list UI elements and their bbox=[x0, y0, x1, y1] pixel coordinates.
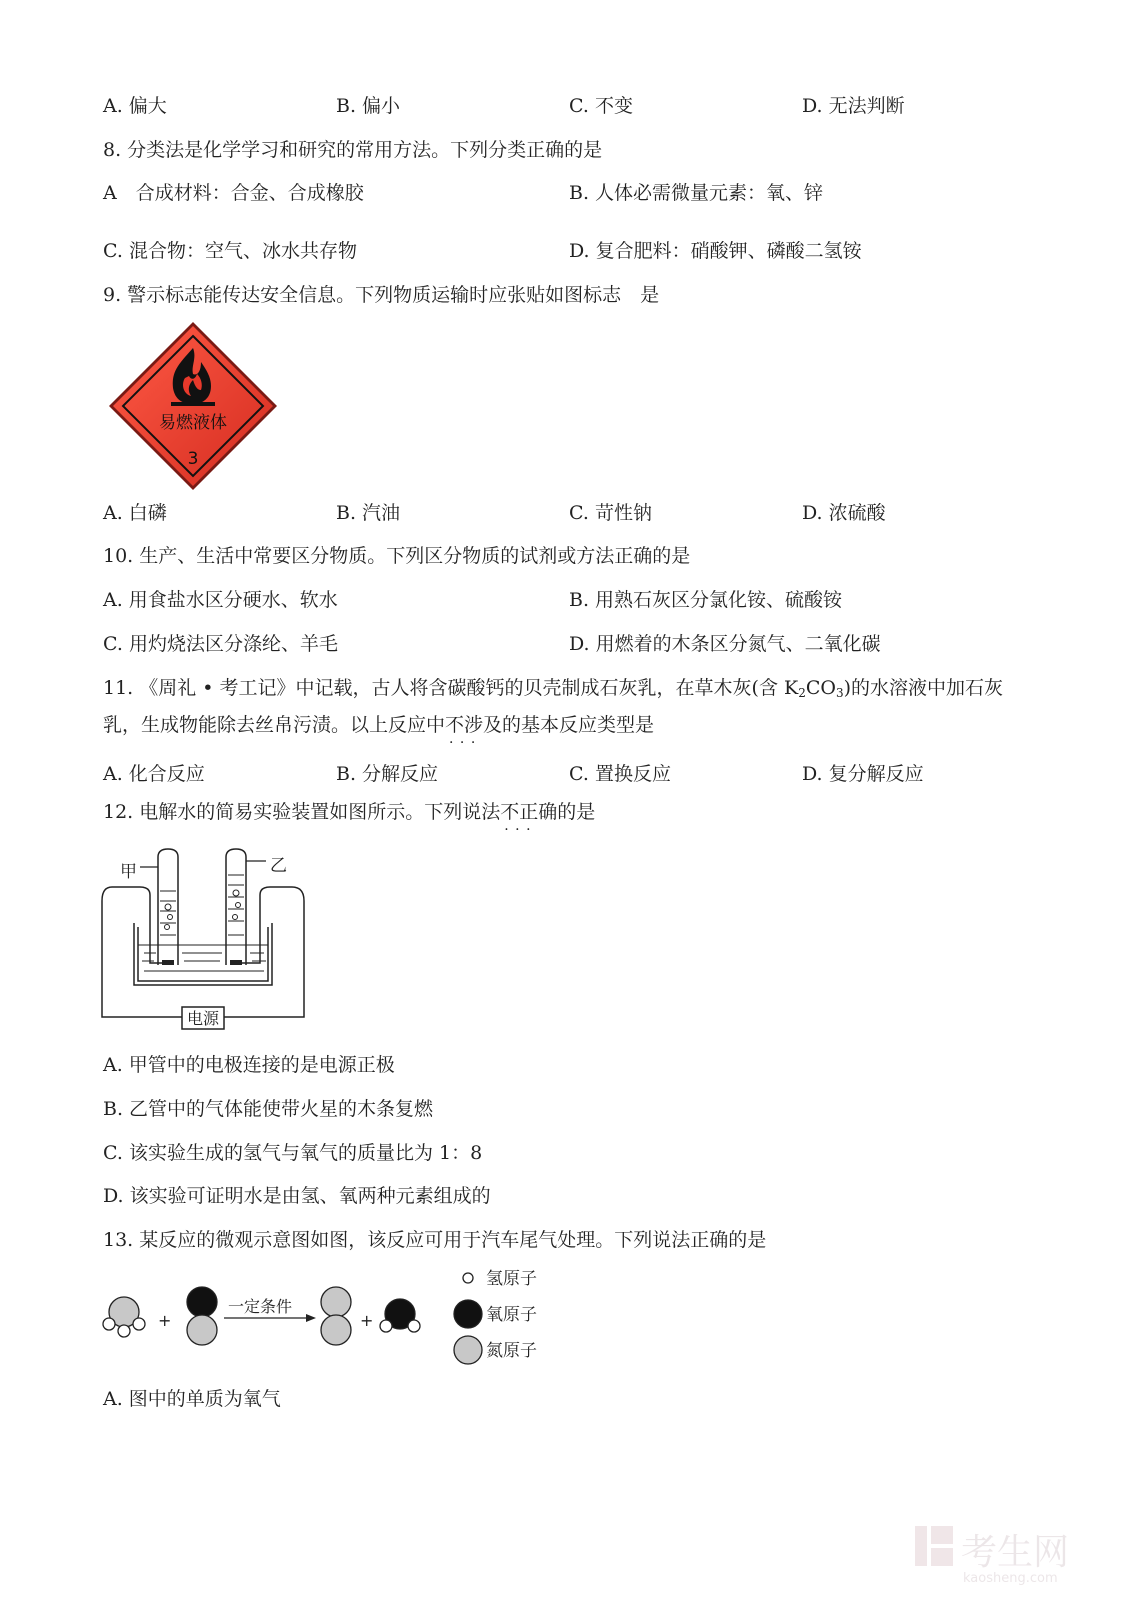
q8-stem: 8. 分类法是化学学习和研究的常用方法。下列分类正确的是 bbox=[103, 139, 603, 161]
q7-option-a: A. 偏大 bbox=[103, 95, 167, 117]
q8-option-a: A 合成材料：合金、合成橡胶 bbox=[103, 182, 364, 204]
q12-option-c: C. 该实验生成的氢气与氧气的质量比为 1：8 bbox=[103, 1142, 483, 1164]
q11-sub-2: 3 bbox=[835, 686, 844, 700]
q11-text-d: 乳，生成物能除去丝帛污渍。以上反应中 bbox=[103, 714, 446, 736]
q11-option-b: B. 分解反应 bbox=[336, 763, 439, 785]
q13-option-a: A. 图中的单质为氧气 bbox=[103, 1388, 281, 1410]
q12-text-a: 12. 电解水的简易实验装置如图所示。下列说法 bbox=[103, 801, 501, 823]
electrolysis-apparatus bbox=[100, 845, 310, 1039]
q11-stem-line1 bbox=[103, 675, 1003, 706]
tube-label-jia: 甲 bbox=[120, 862, 137, 882]
reaction-condition: 一定条件 bbox=[228, 1297, 293, 1316]
electrolysis-diagram bbox=[100, 845, 310, 1035]
q7-option-c: C. 不变 bbox=[569, 95, 633, 117]
q12-option-b: B. 乙管中的气体能使带火星的木条复燃 bbox=[103, 1098, 434, 1120]
power-source-label: 电源 bbox=[186, 1009, 220, 1028]
reaction-scheme bbox=[100, 1262, 560, 1374]
q10-option-b: B. 用熟石灰区分氯化铵、硫酸铵 bbox=[569, 589, 843, 611]
q11-text-b: CO bbox=[805, 677, 836, 699]
watermark-cn: 考生网 bbox=[961, 1532, 1070, 1573]
q11-sub-1: 2 bbox=[798, 686, 806, 700]
q12-text-b: 的是 bbox=[557, 801, 596, 823]
kaosheng-watermark bbox=[911, 1520, 1101, 1590]
q8-option-b: B. 人体必需微量元素：氧、锌 bbox=[569, 182, 824, 204]
q9-option-a: A. 白磷 bbox=[103, 502, 167, 524]
q11-option-d: D. 复分解反应 bbox=[802, 763, 924, 785]
q9-option-d: D. 浓硫酸 bbox=[802, 502, 886, 524]
q12-option-a: A. 甲管中的电极连接的是电源正极 bbox=[103, 1054, 395, 1076]
q12-option-d: D. 该实验可证明水是由氢、氧两种元素组成的 bbox=[103, 1185, 491, 1207]
q11-stem-line2 bbox=[103, 712, 654, 738]
plus-sign-2: + bbox=[360, 1311, 374, 1330]
q11-emphasis: 不涉及 · · · bbox=[445, 714, 502, 736]
tube-label-yi: 乙 bbox=[270, 856, 287, 876]
q11-option-a: A. 化合反应 bbox=[103, 763, 205, 785]
q8-option-c: C. 混合物：空气、冰水共存物 bbox=[103, 240, 357, 262]
flammable-sign-icon bbox=[105, 318, 281, 494]
q9-option-b: B. 汽油 bbox=[336, 502, 401, 524]
sign-text: 易燃液体 bbox=[159, 413, 227, 433]
legend-hydrogen: 氢原子 bbox=[486, 1269, 537, 1289]
micro-reaction-diagram bbox=[100, 1262, 560, 1378]
flammable-liquid-sign bbox=[105, 318, 281, 498]
q10-option-d: D. 用燃着的木条区分氮气、二氧化碳 bbox=[569, 633, 881, 655]
legend-oxygen: 氧原子 bbox=[486, 1305, 537, 1325]
q12-emphasis: 不正确 · · · bbox=[500, 801, 557, 823]
q13-stem: 13. 某反应的微观示意图如图，该反应可用于汽车尾气处理。下列说法正确的是 bbox=[103, 1229, 767, 1251]
q7-option-b: B. 偏小 bbox=[336, 95, 401, 117]
q10-option-c: C. 用灼烧法区分涤纶、羊毛 bbox=[103, 633, 338, 655]
q10-option-a: A. 用食盐水区分硬水、软水 bbox=[103, 589, 338, 611]
q11-option-c: C. 置换反应 bbox=[569, 763, 671, 785]
q7-option-d: D. 无法判断 bbox=[802, 95, 905, 117]
legend-nitrogen: 氮原子 bbox=[486, 1341, 537, 1361]
q11-text-e: 的基本反应类型是 bbox=[502, 714, 655, 736]
q9-stem: 9. 警示标志能传达安全信息。下列物质运输时应张贴如图标志 是 bbox=[103, 284, 660, 306]
watermark-en: kaosheng.com bbox=[963, 1571, 1058, 1586]
q11-text-a: 11. 《周礼 • 考工记》中记载，古人将含碳酸钙的贝壳制成石灰乳，在草木灰(含 K bbox=[103, 677, 799, 699]
q10-stem: 10. 生产、生活中常要区分物质。下列区分物质的试剂或方法正确的是 bbox=[103, 545, 691, 567]
q8-option-d: D. 复合肥料：硝酸钾、磷酸二氢铵 bbox=[569, 240, 862, 262]
plus-sign-1: + bbox=[158, 1311, 172, 1330]
q12-stem bbox=[103, 799, 595, 825]
q9-option-c: C. 苛性钠 bbox=[569, 502, 652, 524]
sign-number: 3 bbox=[187, 449, 199, 469]
q11-text-c: )的水溶液中加石灰 bbox=[843, 677, 1004, 699]
